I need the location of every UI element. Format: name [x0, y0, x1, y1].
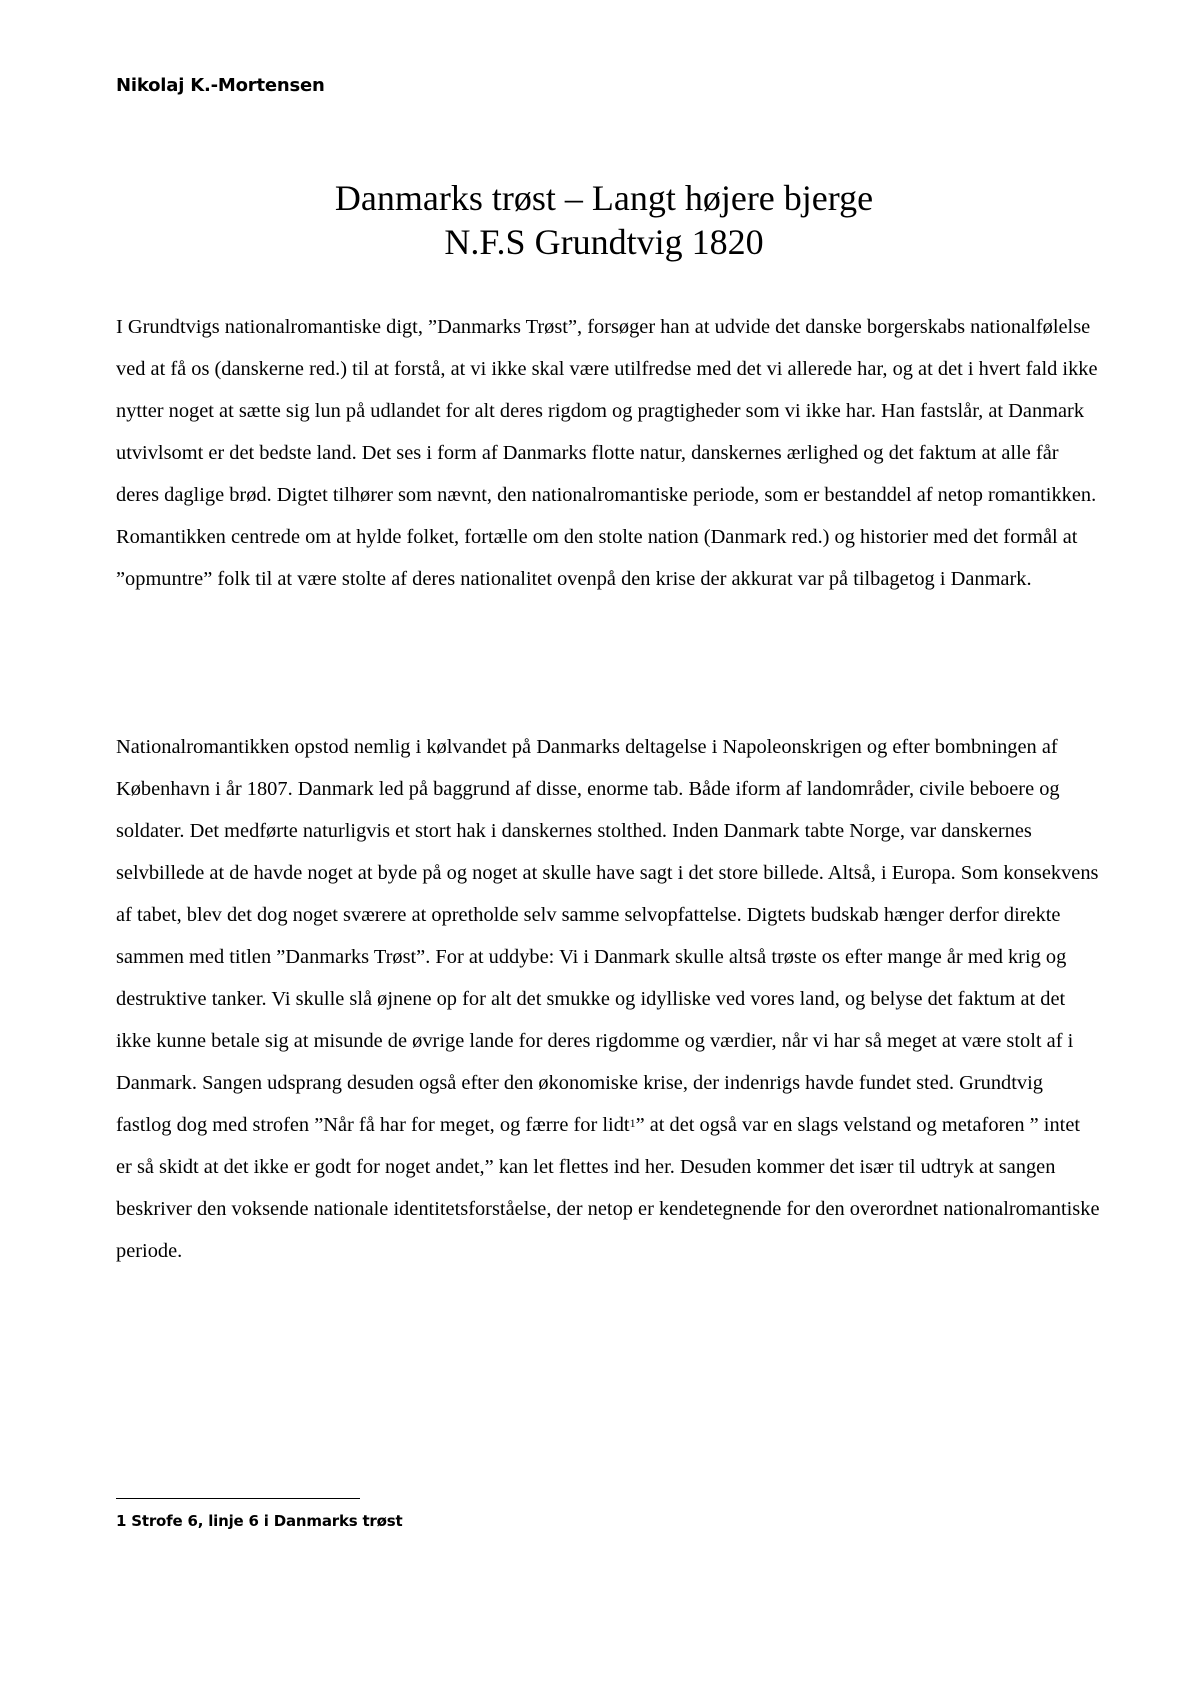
document-title: [116, 176, 1092, 264]
footnote-separator: [116, 1498, 360, 1499]
title-line-2: N.F.S Grundtvig 1820: [444, 222, 764, 262]
title-line-1: Danmarks trøst – Langt højere bjerge: [334, 178, 874, 218]
footnote-reference[interactable]: 1: [629, 1116, 636, 1130]
paragraph-2: [116, 726, 1100, 1272]
author-name: Nikolaj K.-Mortensen: [116, 75, 325, 96]
paragraph-2-part-1: Nationalromantikken opstod nemlig i kølvandet på Danmarks deltagelse i Napoleonskrigen og efter bombningen af København i år 1807. Danmark led på baggrund af disse, enorme tab. Både iform af landområder, civile beboere og soldater. Det medførte naturligvis et stort hak i danskernes stolthed. Inden Danmark tabte Norge, var danskernes selvbillede at de havde noget at byde på og noget at skulle have sagt i det store billede. Altså, i Europa. Som konsekvens af tabet, blev det dog noget sværere at opretholde selv samme selvopfattelse. Digtets budskab hænger derfor direkte sammen med titlen ”Danmarks Trøst”. For at uddybe: Vi i Danmark skulle altså trøste os efter mange år med krig og destruktive tanker. Vi skulle slå øjnene op for alt det smukke og idylliske ved vores land, og belyse det faktum at det ikke kunne betale sig at misunde de øvrige lande for deres rigdomme og værdier, når vi har så meget at være stolt af i Danmark. Sangen udsprang desuden også efter den økonomiske krise, der indenrigs havde fundet sted. Grundtvig fastlog dog med strofen ”Når få har for meget, og færre for lidt: [116, 736, 1099, 1136]
footnote-text: 1 Strofe 6, linje 6 i Danmarks trøst: [116, 1512, 403, 1530]
paragraph-2-part-2: ” at det også var en slags velstand og metaforen ” intet er så skidt at det ikke er godt for noget andet,” kan let flettes ind her. Desuden kommer det især til udtryk at sangen beskriver den voksende nationale identitetsforståelse, der netop er kendetegnende for den overordnet nationalromantiske periode.: [116, 1114, 1100, 1262]
paragraph-1: I Grundtvigs nationalromantiske digt, ”Danmarks Trøst”, forsøger han at udvide det danske borgerskabs nationalfølelse ved at få os (danskerne red.) til at forstå, at vi ikke skal være utilfredse med det vi allerede har, og at det i hvert fald ikke nytter noget at sætte sig lun på udlandet for alt deres rigdom og pragtigheder som vi ikke har. Han fastslår, at Danmark utvivlsomt er det bedste land. Det ses i form af Danmarks flotte natur, danskernes ærlighed og det faktum at alle får deres daglige brød. Digtet tilhører som nævnt, den nationalromantiske periode, som er bestanddel af netop romantikken. Romantikken centrede om at hylde folket, fortælle om den stolte nation (Danmark red.) og historier med det formål at ”opmuntre” folk til at være stolte af deres nationalitet ovenpå den krise der akkurat var på tilbagetog i Danmark.: [116, 316, 1098, 590]
